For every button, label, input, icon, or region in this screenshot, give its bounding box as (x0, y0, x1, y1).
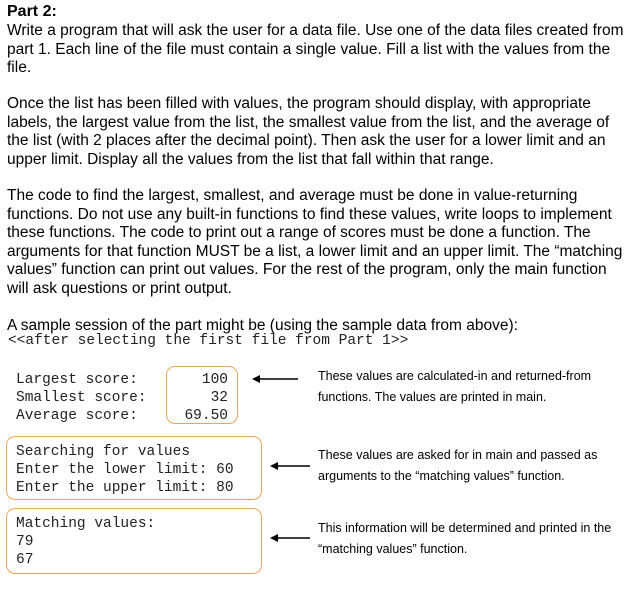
search-line-2: Enter the lower limit: 60 (16, 462, 234, 478)
left-arrow-icon (268, 459, 312, 473)
intro-paragraph: Write a program that will ask the user for a data file. Use one of the data files created from part 1. Each line of the file must contain a single value. Fill a list with the values from the file. (7, 22, 624, 76)
smallest-label: Smallest score: (16, 390, 147, 406)
matching-value-2: 67 (16, 552, 34, 568)
left-arrow-icon (268, 531, 312, 545)
session-note: <<after selecting the first file from Part 1>> (8, 333, 409, 349)
matching-header: Matching values: (16, 516, 156, 532)
search-line-3: Enter the upper limit: 80 (16, 480, 234, 496)
part-heading: Part 2: (7, 3, 57, 20)
smallest-value: 32 (210, 390, 228, 406)
average-value: 69.50 (184, 408, 228, 424)
sample-intro-paragraph: A sample session of the part might be (using the sample data from above): (7, 317, 518, 334)
annotation-matching: This information will be determined and printed in the “matching values” function. (318, 521, 612, 556)
functions-paragraph: The code to find the largest, smallest, and average must be done in value-returning functions. Do not use any built-in functions to find these values, write loops to implement these functions. The code to print out a range of scores must be done a function. The arguments for that function MUST be a list, a lower limit and an upper limit. The “matching values” function can print out values. For the rest of the program, only the main function will ask questions or print output. (7, 187, 623, 297)
matching-value-1: 79 (16, 534, 34, 550)
largest-value: 100 (201, 372, 228, 388)
largest-label: Largest score: (16, 372, 138, 388)
left-arrow-icon (250, 372, 300, 386)
search-line-1: Searching for values (16, 444, 191, 460)
display-paragraph: Once the list has been filled with values, the program should display, with appropriate labels, the largest value from the list, the smallest value from the list, and the average of the list (with 2 places after the decimal point). Then ask the user for a lower limit and an upper limit. Display all the values from the list that fall within that range. (7, 95, 610, 168)
average-label: Average score: (16, 408, 138, 424)
annotation-search: These values are asked for in main and passed as arguments to the “matching values” function. (318, 448, 598, 483)
annotation-stats: These values are calculated-in and returned-from functions. The values are printed in main. (318, 369, 592, 404)
